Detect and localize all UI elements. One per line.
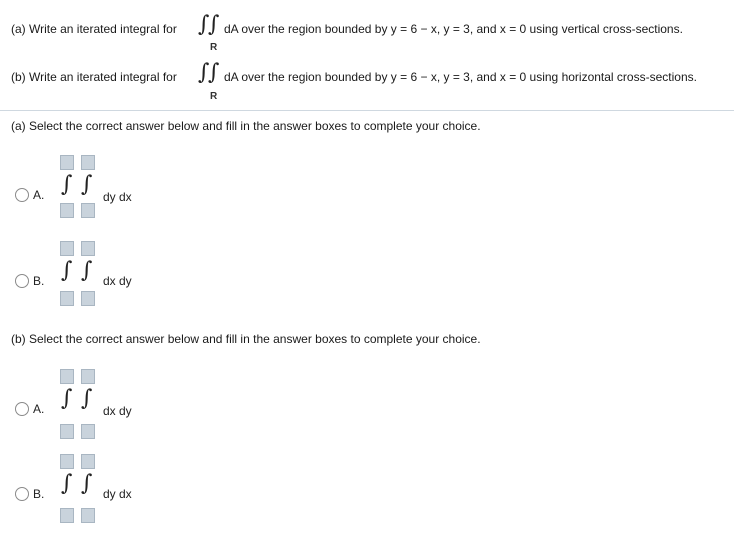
lower-limit-inner-box[interactable] (81, 203, 95, 218)
integral-sign: ∫ (61, 471, 73, 496)
integral-sign: ∫ (81, 386, 93, 411)
part-a-option-a-radio[interactable] (15, 188, 29, 202)
part-a-instruction: (a) Select the correct answer below and fill in the answer boxes to complete your choice. (11, 119, 481, 133)
integral-sign: ∫ (61, 258, 73, 283)
part-b-option-a-radio[interactable] (15, 402, 29, 416)
lower-limit-inner-box[interactable] (81, 291, 95, 306)
question-a-suffix: dA over the region bounded by y = 6 − x, y = 3, and x = 0 using vertical cross-sections. (224, 22, 683, 36)
lower-limit-inner-box[interactable] (81, 508, 95, 523)
lower-limit-inner-box[interactable] (81, 424, 95, 439)
part-b-option-a[interactable] (15, 367, 315, 437)
option-letter: A. (33, 188, 45, 202)
question-a-prefix: (a) Write an iterated integral for (11, 22, 177, 36)
integral-sign: ∫ (198, 12, 210, 37)
region-label: R (210, 42, 218, 53)
differentials: dy dx (103, 190, 132, 204)
integral-sign: ∫ (208, 12, 220, 37)
option-letter: A. (33, 402, 45, 416)
section-divider (0, 110, 734, 111)
lower-limit-outer-box[interactable] (60, 203, 74, 218)
differentials: dx dy (103, 404, 132, 418)
part-a-option-a[interactable] (15, 153, 315, 223)
lower-limit-outer-box[interactable] (60, 291, 74, 306)
upper-limit-outer-box[interactable] (60, 369, 74, 384)
option-letter: B. (33, 274, 45, 288)
question-b-suffix: dA over the region bounded by y = 6 − x, y = 3, and x = 0 using horizontal cross-sections. (224, 70, 697, 84)
integral-sign: ∫ (198, 60, 210, 85)
integral-sign: ∫ (61, 386, 73, 411)
upper-limit-outer-box[interactable] (60, 241, 74, 256)
part-a-option-b-radio[interactable] (15, 274, 29, 288)
question-b-prefix: (b) Write an iterated integral for (11, 70, 177, 84)
lower-limit-outer-box[interactable] (60, 508, 74, 523)
upper-limit-inner-box[interactable] (81, 241, 95, 256)
part-b-instruction: (b) Select the correct answer below and fill in the answer boxes to complete your choice. (11, 332, 481, 346)
upper-limit-inner-box[interactable] (81, 155, 95, 170)
integral-sign: ∫ (81, 172, 93, 197)
upper-limit-outer-box[interactable] (60, 155, 74, 170)
part-b-option-b-radio[interactable] (15, 487, 29, 501)
upper-limit-inner-box[interactable] (81, 454, 95, 469)
upper-limit-inner-box[interactable] (81, 369, 95, 384)
differentials: dx dy (103, 274, 132, 288)
part-b-option-b[interactable] (15, 452, 315, 522)
upper-limit-outer-box[interactable] (60, 454, 74, 469)
differentials: dy dx (103, 487, 132, 501)
part-a-option-b[interactable] (15, 239, 315, 309)
option-letter: B. (33, 487, 45, 501)
integral-sign: ∫ (208, 60, 220, 85)
lower-limit-outer-box[interactable] (60, 424, 74, 439)
integral-sign: ∫ (81, 471, 93, 496)
integral-sign: ∫ (61, 172, 73, 197)
region-label: R (210, 91, 218, 102)
integral-sign: ∫ (81, 258, 93, 283)
